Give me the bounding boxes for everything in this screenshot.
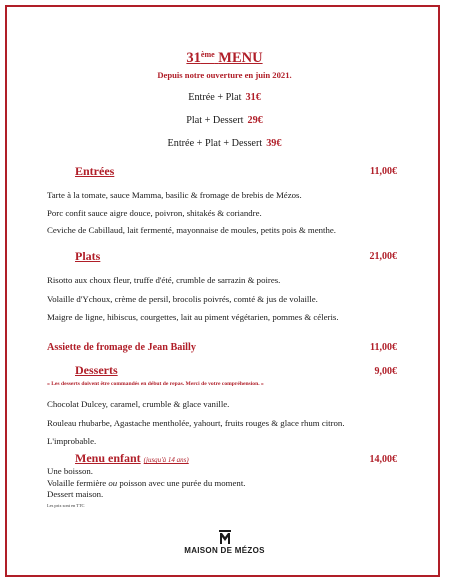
dish-item: Maigre de ligne, hibiscus, courgettes, lait au piment végétarien, pommes & céleris. (47, 312, 339, 322)
section-title-fromage: Assiette de fromage de Jean Bailly (47, 342, 196, 353)
dish-item: Rouleau rhubarbe, Agastache mentholée, yahourt, fruits rouges & glace rhum citron. (47, 418, 345, 428)
dish-item: Porc confit sauce aigre douce, poivron, shitakés & coriandre. (47, 208, 262, 218)
formula-entree-plat: Entrée + Plat 31€ (188, 92, 261, 103)
brand-logo (0, 530, 449, 555)
ttc-notice: Les prix sont en TTC (47, 503, 85, 508)
price-enfant: 14,00€ (369, 454, 397, 465)
dish-item: L'improbable. (47, 436, 97, 446)
desserts-notice: « Les desserts doivent être commandés en début de repas. Merci de votre compréhension. » (47, 381, 264, 387)
dish-item: Risotto aux choux fleur, truffe d'été, crumble de sarrazin & poires. (47, 275, 281, 285)
brand-name: MAISON DE MÉZOS (184, 546, 265, 555)
price-fromage: 11,00€ (370, 342, 397, 353)
menu-subtitle: Depuis notre ouverture en juin 2021. (157, 70, 292, 80)
monogram-m-icon (219, 530, 231, 544)
price-desserts: 9,00€ (374, 366, 397, 377)
formula-complete: Entrée + Plat + Dessert 39€ (167, 138, 282, 149)
dish-item: Chocolat Dulcey, caramel, crumble & glace vanille. (47, 399, 230, 409)
kids-menu-details: Une boisson. Volaille fermière ou poisson avec une purée du moment. Dessert maison. (47, 466, 246, 499)
dish-item: Volaille d'Ychoux, crème de persil, brocolis poivrés, comté & jus de volaille. (47, 294, 318, 304)
formula-plat-dessert: Plat + Dessert 29€ (186, 115, 263, 126)
section-title-enfant: Menu enfant (jusqu'à 14 ans) (75, 451, 189, 465)
price-entrees: 11,00€ (370, 166, 397, 177)
section-title-desserts: Desserts (75, 363, 118, 377)
menu-title: 31ème MENU (186, 50, 263, 66)
dish-item: Ceviche de Cabillaud, lait fermenté, mayonnaise de moules, petits pois & menthe. (47, 225, 336, 235)
section-title-entrees: Entrées (75, 164, 115, 178)
section-title-plats: Plats (75, 249, 101, 263)
dish-item: Tarte à la tomate, sauce Mamma, basilic & fromage de brebis de Mézos. (47, 190, 302, 200)
price-plats: 21,00€ (369, 251, 397, 262)
